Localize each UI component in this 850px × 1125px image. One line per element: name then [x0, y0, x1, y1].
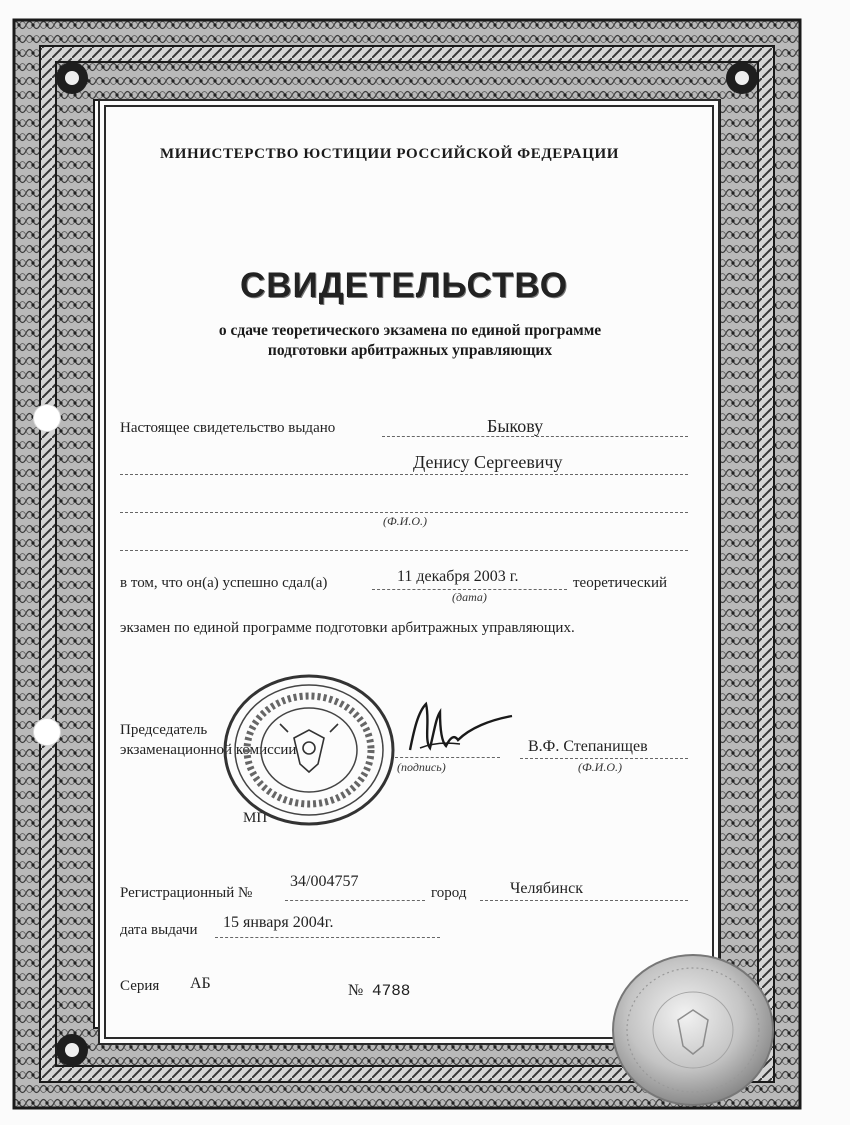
fio-caption: (Ф.И.О.) [383, 514, 427, 528]
signature-caption: (подпись) [397, 760, 446, 774]
chairman-label: Председатель [120, 722, 208, 738]
exam-date: 11 декабря 2003 г. [397, 568, 519, 585]
serial-number-value: 4788 [372, 982, 411, 1000]
handwritten-signature [400, 690, 520, 770]
date-caption: (дата) [452, 590, 487, 604]
punch-hole [33, 404, 61, 432]
round-stamp-seal [222, 672, 397, 827]
exam-program-text: экзамен по единой программе подготовки арбитражных управляющих. [120, 620, 575, 636]
chairman-fio-caption: (Ф.И.О.) [578, 760, 622, 774]
serial-number-label: № [348, 982, 364, 999]
series-label: Серия [120, 978, 160, 994]
issued-to-label: Настоящее свидетельство выдано [120, 420, 336, 436]
fill-line [120, 474, 688, 475]
fill-line [120, 512, 688, 513]
recipient-given-names: Денису Сергеевичу [413, 452, 563, 472]
fill-line [480, 900, 688, 901]
fill-line [520, 758, 688, 759]
exam-type-word: теоретический [573, 575, 668, 591]
embossed-seal [608, 950, 778, 1110]
document-title: СВИДЕТЕЛЬСТВО [240, 266, 568, 305]
fill-line [285, 900, 425, 901]
issue-date-label: дата выдачи [120, 922, 198, 938]
city-value: Челябинск [510, 880, 583, 897]
subtitle-line-2: подготовки арбитражных управляющих [267, 342, 553, 359]
chairman-name: В.Ф. Степанищев [528, 738, 648, 755]
ministry-heading: МИНИСТЕРСТВО ЮСТИЦИИ РОССИЙСКОЙ ФЕДЕРАЦИИ [160, 146, 619, 162]
recipient-surname: Быкову [487, 416, 544, 436]
registration-label: Регистрационный № [120, 885, 253, 901]
commission-label: экзаменационной комиссии [120, 742, 297, 758]
city-label: город [431, 885, 467, 901]
exam-passed-text: в том, что он(а) успешно сдал(а) [120, 575, 328, 591]
registration-number: 34/004757 [290, 873, 359, 890]
series-value: АБ [190, 975, 211, 992]
fill-line [120, 550, 688, 551]
subtitle-line-1: о сдаче теоретического экзамена по единой программе [218, 322, 602, 339]
stamp-place-label: МП [243, 810, 268, 826]
fill-line [215, 937, 440, 938]
punch-hole [33, 718, 61, 746]
issue-date-value: 15 января 2004г. [223, 914, 334, 931]
